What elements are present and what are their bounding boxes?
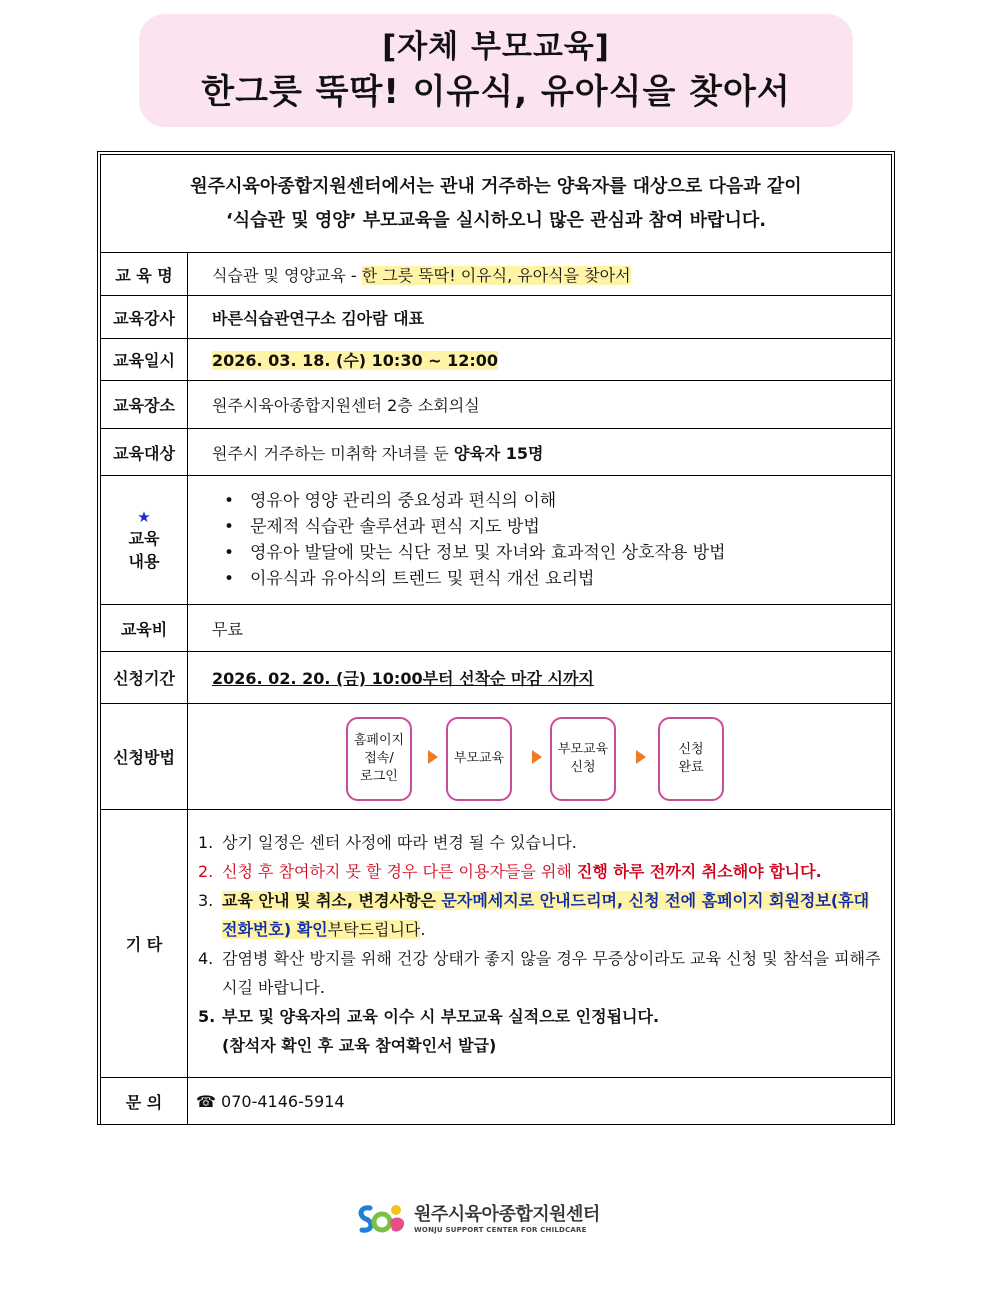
phone-icon: ☎ — [196, 1091, 216, 1111]
title-line-2: 한그릇 뚝딱! 이유식, 유아식을 찾아서 — [201, 71, 791, 112]
flow-step-parent-edu — [446, 717, 512, 801]
label-etc: 기 타 — [101, 810, 188, 1078]
list-item — [198, 828, 883, 857]
value-fee: 무료 — [188, 605, 892, 652]
step-line: 접속/ — [364, 750, 394, 766]
row-date — [101, 339, 892, 381]
list-item — [198, 944, 883, 1002]
row-instructor — [101, 296, 892, 339]
row-content — [101, 476, 892, 605]
step-line: 부모교육 — [453, 750, 505, 766]
row-etc — [101, 810, 892, 1078]
step-line: 신청 — [678, 741, 704, 757]
flow-step-apply — [550, 717, 616, 801]
star-icon: ★ — [137, 508, 151, 526]
title-banner — [139, 14, 853, 127]
list-item — [224, 488, 891, 514]
info-table — [100, 154, 892, 1125]
step-line: 부모교육 — [557, 741, 609, 757]
intro-text — [101, 155, 892, 253]
etc-text-blue: 문자메세지로 안내드리며, 신청 전에 홈페이지 회원정보(휴대전화번호) 확인 — [222, 890, 870, 939]
label-fee: 교육비 — [101, 605, 188, 652]
item-number: 5. — [198, 1006, 216, 1026]
arrow-right-icon — [636, 750, 646, 764]
etc-text: 상기 일정은 센터 사정에 따라 변경 될 수 있습니다. — [222, 832, 577, 852]
value-date-cell — [188, 339, 892, 381]
name-highlight: 한 그릇 뚝딱! 이유식, 유아식을 찾아서 — [361, 265, 631, 285]
label-name: 교 육 명 — [101, 253, 188, 296]
logo-text — [414, 1205, 600, 1235]
phone-number[interactable]: 070-4146-5914 — [221, 1091, 345, 1111]
etc-text-bold: 교육 안내 및 취소, 변경사항은 — [222, 890, 442, 910]
row-method — [101, 704, 892, 810]
list-item — [224, 566, 891, 592]
content-item-text: 이유식과 유아식의 트렌드 및 편식 개선 요리법 — [250, 569, 595, 589]
row-period — [101, 652, 892, 704]
item-number: 4. — [198, 948, 214, 968]
label-date: 교육일시 — [101, 339, 188, 381]
target-prefix: 원주시 거주하는 미취학 자녀를 둔 — [212, 443, 454, 463]
list-item — [198, 886, 883, 944]
row-fee — [101, 605, 892, 652]
value-etc — [188, 810, 892, 1078]
center-logo-icon — [356, 1200, 408, 1240]
label-content — [101, 476, 188, 605]
etc-text: . — [420, 919, 426, 939]
etc-subtext: (참석자 확인 후 교육 참여확인서 발급) — [222, 1035, 497, 1055]
item-number: 3. — [198, 890, 214, 910]
label-method: 신청방법 — [101, 704, 188, 810]
content-item-text: 영유아 영양 관리의 중요성과 편식의 이해 — [250, 491, 557, 511]
footer-logo — [356, 1198, 616, 1242]
list-item — [198, 1002, 883, 1060]
step-line: 홈페이지 — [353, 732, 405, 748]
application-flow — [188, 707, 891, 807]
item-number: 2. — [198, 861, 214, 881]
center-name-en: WONJU SUPPORT CENTER FOR CHILDCARE — [414, 1226, 587, 1234]
value-date: 2026. 03. 18. (수) 10:30 ~ 12:00 — [212, 351, 499, 370]
value-name — [188, 253, 892, 296]
intro-row — [101, 155, 892, 253]
arrow-right-icon — [428, 750, 438, 764]
intro-line-1: 원주시육아종합지원센터에서는 관내 거주하는 양육자를 대상으로 다음과 같이 — [190, 175, 802, 197]
label-instructor: 교육강사 — [101, 296, 188, 339]
value-period-cell — [188, 652, 892, 704]
list-item — [198, 857, 883, 886]
value-method — [188, 704, 892, 810]
label-period: 신청기간 — [101, 652, 188, 704]
etc-list — [188, 828, 891, 1060]
list-item — [224, 540, 891, 566]
step-line: 신청 — [570, 759, 596, 775]
label-place: 교육장소 — [101, 381, 188, 429]
arrow-right-icon — [532, 750, 542, 764]
step-line: 완료 — [678, 759, 704, 775]
etc-text: 부탁드립니다 — [327, 919, 421, 939]
row-name — [101, 253, 892, 296]
etc-text: 부모 및 양육자의 교육 이수 시 부모교육 실적으로 인정됩니다. — [222, 1006, 660, 1026]
value-instructor: 바른식습관연구소 김아람 대표 — [188, 296, 892, 339]
value-content — [188, 476, 892, 605]
content-item-text: 문제적 식습관 솔루션과 편식 지도 방법 — [250, 517, 540, 537]
label-contact: 문 의 — [101, 1078, 188, 1125]
content-list — [212, 488, 891, 592]
item-number: 1. — [198, 832, 214, 852]
value-period: 2026. 02. 20. (금) 10:00부터 선착순 마감 시까지 — [212, 669, 594, 688]
step-line: 로그인 — [360, 768, 398, 784]
name-prefix: 식습관 및 영양교육 - — [212, 265, 362, 285]
label-content-2: 내용 — [128, 552, 160, 571]
center-name-ko: 원주시육아종합지원센터 — [414, 1204, 600, 1225]
value-target — [188, 429, 892, 476]
info-table-frame — [97, 151, 895, 1125]
flow-step-homepage — [346, 717, 412, 801]
flow-step-complete — [658, 717, 724, 801]
bullet-icon: • — [224, 491, 235, 511]
content-item-text: 영유아 발달에 맞는 식단 정보 및 자녀와 효과적인 상호작용 방법 — [250, 543, 726, 563]
row-place — [101, 381, 892, 429]
bullet-icon: • — [224, 517, 235, 537]
etc-text-bold: 진행 하루 전까지 취소해야 합니다. — [576, 861, 822, 881]
bullet-icon: • — [224, 543, 235, 563]
row-contact — [101, 1078, 892, 1125]
value-contact — [188, 1078, 892, 1125]
label-content-1: 교육 — [128, 529, 160, 548]
list-item — [224, 514, 891, 540]
row-target — [101, 429, 892, 476]
etc-text: 감염병 확산 방지를 위해 건강 상태가 좋지 않을 경우 무증상이라도 교육 신청 및 참석을 피해주시길 바랍니다. — [222, 948, 881, 997]
target-bold: 양육자 15명 — [453, 443, 544, 463]
etc-text: 신청 후 참여하지 못 할 경우 다른 이용자들을 위해 — [222, 861, 577, 881]
title-line-1: [자체 부모교육] — [382, 28, 610, 65]
value-place: 원주시육아종합지원센터 2층 소회의실 — [188, 381, 892, 429]
label-target: 교육대상 — [101, 429, 188, 476]
intro-line-2: ‘식습관 및 영양’ 부모교육을 실시하오니 많은 관심과 참여 바랍니다. — [225, 209, 767, 231]
bullet-icon: • — [224, 569, 235, 589]
